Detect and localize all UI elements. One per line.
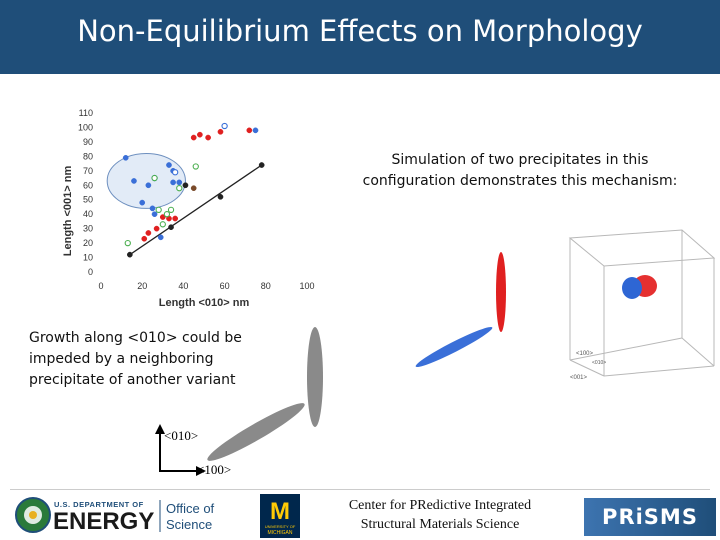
data-point bbox=[152, 212, 157, 217]
michigan-label-line-2: MICHIGAN bbox=[267, 530, 293, 536]
center-name-line-2: Structural Materials Science bbox=[360, 517, 520, 532]
axis-010-label: <010> bbox=[164, 428, 199, 443]
data-point bbox=[142, 236, 147, 241]
simulation-caption-line-2: configuration demonstrates this mechanism: bbox=[362, 173, 678, 189]
x-tick-label: 100 bbox=[299, 281, 315, 291]
x-tick-label: 60 bbox=[219, 281, 230, 291]
slide-title: Non-Equilibrium Effects on Morphology bbox=[77, 14, 643, 48]
data-point bbox=[160, 222, 165, 227]
data-point bbox=[183, 183, 188, 188]
data-point bbox=[218, 194, 223, 199]
data-point bbox=[193, 164, 198, 169]
data-point bbox=[173, 170, 178, 175]
data-point bbox=[222, 123, 227, 128]
box-axis-label-001: <001> bbox=[570, 375, 588, 381]
y-axis-label: Length <001> nm bbox=[62, 165, 74, 257]
data-point bbox=[177, 180, 182, 185]
data-point bbox=[173, 216, 178, 221]
data-point bbox=[191, 186, 196, 191]
y-tick-label: 50 bbox=[82, 194, 93, 205]
data-point bbox=[218, 129, 223, 134]
simulation-caption bbox=[350, 150, 690, 192]
gray-precipitates-diagram bbox=[150, 320, 335, 480]
michigan-block-m-icon: M bbox=[270, 498, 290, 525]
y-tick-label: 80 bbox=[82, 151, 93, 162]
michigan-label-line-1: UNIVERSITY OF bbox=[264, 524, 296, 529]
growth-caption-line-2: impeded by a neighboring bbox=[29, 351, 214, 367]
y-tick-label: 110 bbox=[78, 108, 93, 118]
data-point bbox=[164, 212, 169, 217]
y-tick-label: 70 bbox=[82, 165, 93, 176]
scatter-chart bbox=[55, 100, 325, 315]
data-point bbox=[127, 252, 132, 257]
box-axis-label-100: <100> bbox=[576, 351, 594, 357]
y-tick-label: 100 bbox=[77, 122, 93, 133]
doe-energy-label: ENERGY bbox=[53, 508, 155, 535]
data-point bbox=[247, 128, 252, 133]
data-point bbox=[197, 132, 202, 137]
box-top-face bbox=[570, 230, 714, 266]
michigan-logo bbox=[260, 494, 300, 538]
growth-caption-line-1: Growth along <010> could be bbox=[29, 330, 242, 346]
doe-logo bbox=[14, 496, 254, 536]
axis-100-label: <100> bbox=[197, 462, 232, 477]
data-point bbox=[150, 206, 155, 211]
simulation-box-render bbox=[560, 218, 720, 383]
gray-vertical-precipitate bbox=[307, 327, 323, 427]
simulation-caption-line-1: Simulation of two precipitates in this bbox=[391, 152, 649, 168]
data-point bbox=[253, 128, 258, 133]
red-precipitate bbox=[496, 252, 506, 332]
data-point bbox=[125, 240, 130, 245]
data-point bbox=[166, 162, 171, 167]
data-point bbox=[158, 235, 163, 240]
box-axis-label-010: <010> bbox=[592, 360, 607, 366]
data-point bbox=[152, 175, 157, 180]
x-tick-label: 0 bbox=[98, 281, 104, 291]
prisms-label: PRiSMS bbox=[602, 505, 698, 529]
data-point bbox=[259, 162, 264, 167]
x-tick-label: 40 bbox=[178, 281, 189, 291]
data-point bbox=[154, 226, 159, 231]
center-name bbox=[310, 496, 570, 534]
center-name-line-1: Center for PRedictive Integrated bbox=[348, 498, 532, 513]
x-tick-label: 20 bbox=[137, 281, 148, 291]
data-point bbox=[206, 135, 211, 140]
data-point bbox=[156, 207, 161, 212]
x-tick-label: 80 bbox=[260, 281, 271, 291]
data-point bbox=[146, 230, 151, 235]
chart-plot-area bbox=[78, 108, 315, 291]
data-point bbox=[177, 186, 182, 191]
simulated-precipitates bbox=[410, 250, 520, 375]
data-point bbox=[191, 135, 196, 140]
blue-precipitate bbox=[413, 323, 494, 371]
x-axis-label: Length <010> nm bbox=[158, 297, 250, 309]
blue-lobe bbox=[622, 277, 642, 299]
y-tick-label: 90 bbox=[82, 136, 93, 147]
prisms-logo bbox=[584, 498, 716, 536]
gray-tilted-precipitate bbox=[204, 397, 309, 467]
data-point bbox=[171, 180, 176, 185]
data-point bbox=[168, 207, 173, 212]
y-tick-label: 20 bbox=[82, 238, 93, 249]
office-label-line-1: Office of bbox=[166, 501, 215, 516]
data-point bbox=[131, 178, 136, 183]
y-tick-label: 40 bbox=[82, 209, 93, 220]
y-tick-label: 30 bbox=[82, 223, 93, 234]
y-tick-label: 60 bbox=[82, 180, 93, 191]
data-point bbox=[146, 183, 151, 188]
data-point bbox=[140, 200, 145, 205]
y-tick-label: 0 bbox=[87, 267, 93, 277]
data-point bbox=[123, 155, 128, 160]
footer-divider bbox=[10, 489, 710, 490]
data-point bbox=[168, 225, 173, 230]
office-label-line-2: Science bbox=[166, 517, 213, 532]
doe-department-label: U.S. DEPARTMENT OF bbox=[54, 500, 144, 509]
growth-caption-line-3: precipitate of another variant bbox=[29, 372, 236, 388]
y-tick-label: 10 bbox=[82, 252, 93, 263]
